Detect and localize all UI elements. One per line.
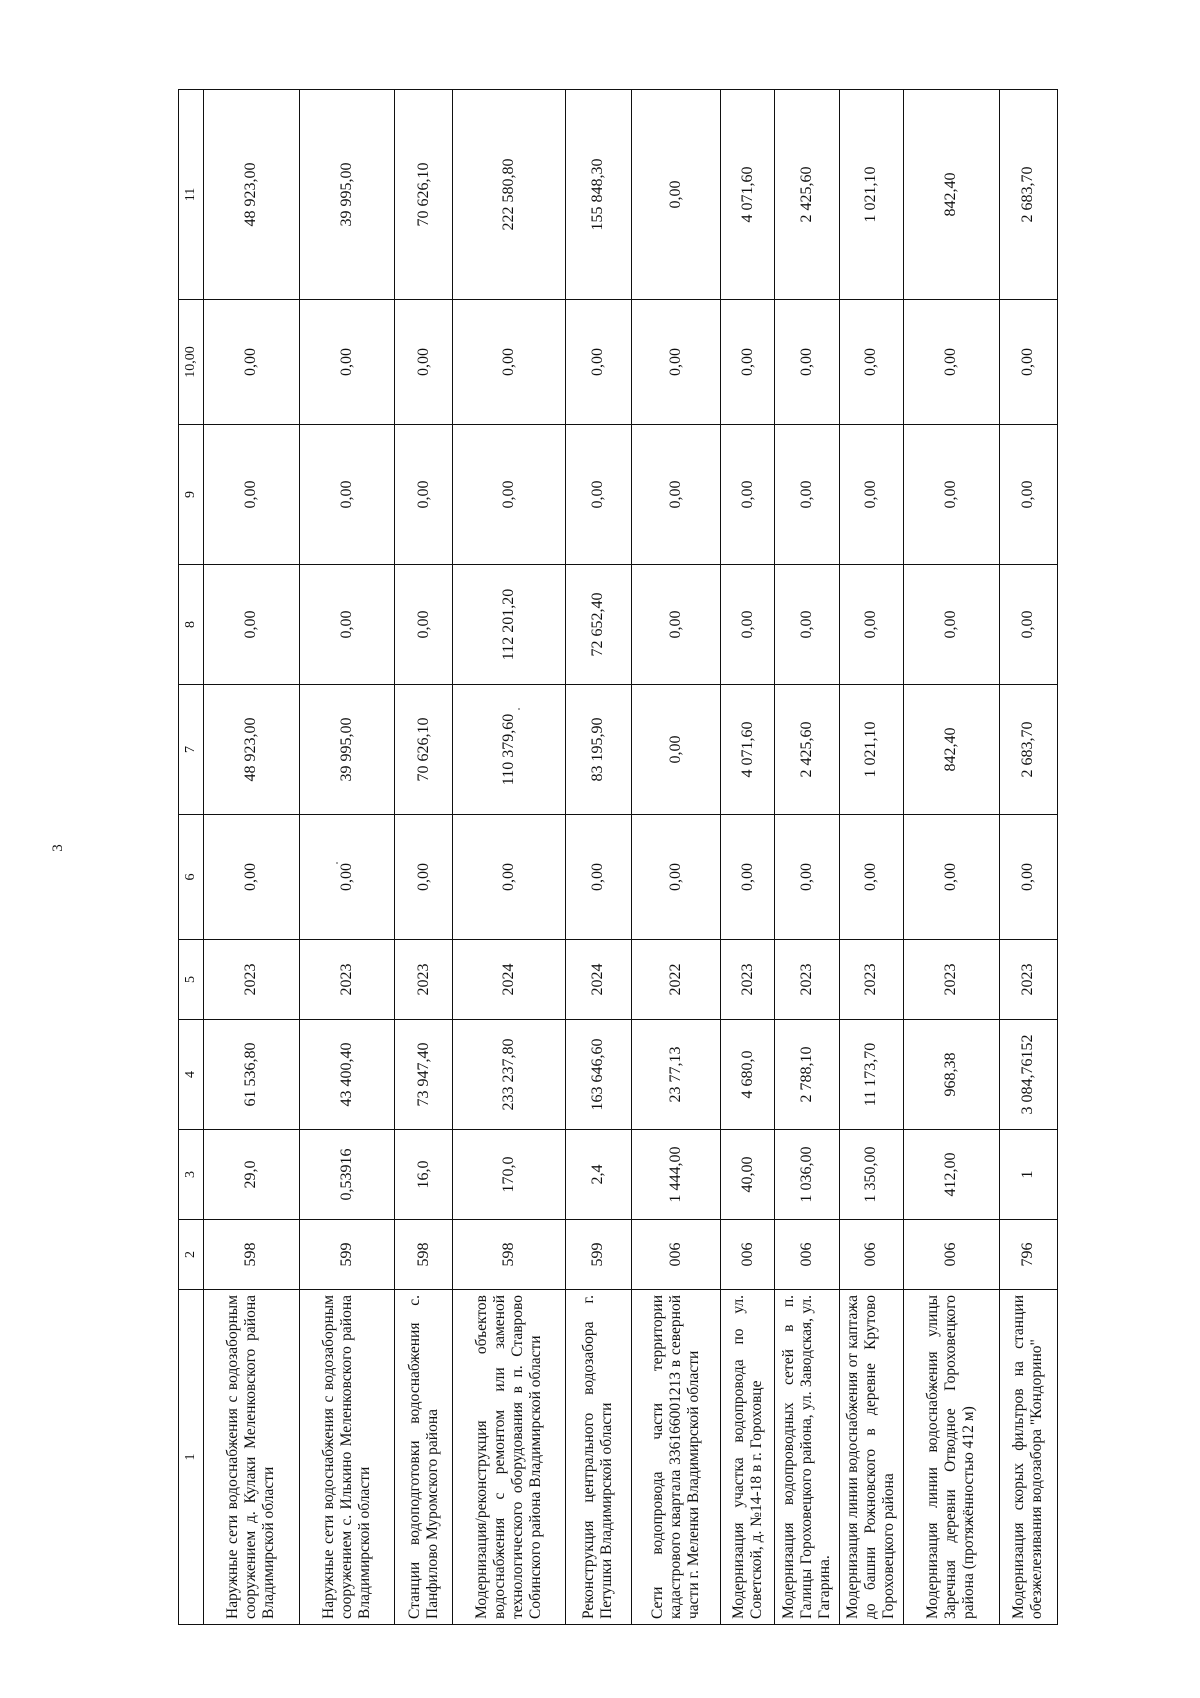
value-cell: 0,00: [632, 815, 721, 940]
value-cell: 0,00: [839, 425, 903, 565]
value-cell: 1 036,00: [775, 1130, 839, 1220]
value-cell: 70 626,10: [395, 685, 453, 815]
table-row: [775, 90, 839, 1625]
object-name-cell: Реконструкция центрального водозабора г. Петушки Владимирской области: [565, 1290, 631, 1625]
value-cell: 0,00: [632, 425, 721, 565]
value-cell: 2023: [839, 940, 903, 1020]
value-cell: 2 425,60: [775, 685, 839, 815]
value-cell: 0,00: [775, 815, 839, 940]
value-cell: 4 071,60: [721, 685, 775, 815]
value-cell: 0,00: [721, 300, 775, 425]
object-name-cell: Модернизация линии водоснабжения улицы Заречная деревни Отводное Гороховецкого района (протяжённостью 412 м): [904, 1290, 1000, 1625]
value-cell: 0,00: [999, 300, 1057, 425]
value-cell: 0,00: [299, 565, 395, 685]
header-cell: 2: [179, 1220, 204, 1290]
value-cell: 2023: [721, 940, 775, 1020]
value-cell: 0,53916: [299, 1130, 395, 1220]
value-cell: 0,00: [565, 300, 631, 425]
object-name-cell: Модернизация линии водоснабжения от каптажа до башни Рожновского в деревне Крутово Гороховецкого района: [839, 1290, 903, 1625]
value-cell: 0,00: [999, 565, 1057, 685]
value-cell: 0,00: [632, 90, 721, 300]
value-cell: 796: [999, 1220, 1057, 1290]
value-cell: 29,0: [204, 1130, 300, 1220]
value-cell: 2023: [395, 940, 453, 1020]
value-cell: 0,00: [204, 565, 300, 685]
value-cell: 0,00: [775, 565, 839, 685]
table-row: [721, 90, 775, 1625]
table-row: [204, 90, 300, 1625]
table-row: [904, 90, 1000, 1625]
value-cell: 2,4: [565, 1130, 631, 1220]
header-cell: 11: [179, 90, 204, 300]
value-cell: 0,00: [395, 425, 453, 565]
value-cell: 0,00: [204, 815, 300, 940]
scan-speck: [518, 708, 520, 710]
value-cell: 599: [299, 1220, 395, 1290]
value-cell: 006: [839, 1220, 903, 1290]
value-cell: 2023: [904, 940, 1000, 1020]
value-cell: 0,00: [299, 425, 395, 565]
value-cell: 0,00: [775, 300, 839, 425]
value-cell: 0,00: [999, 425, 1057, 565]
value-cell: 0,00: [632, 300, 721, 425]
value-cell: 842,40: [904, 90, 1000, 300]
value-cell: 163 646,60: [565, 1020, 631, 1130]
value-cell: 2024: [565, 940, 631, 1020]
header-cell: 6: [179, 815, 204, 940]
page-number: 3: [50, 844, 66, 852]
value-cell: 0,00: [565, 425, 631, 565]
value-cell: 222 580,80: [453, 90, 565, 300]
value-cell: 1 021,10: [839, 685, 903, 815]
value-cell: 2024: [453, 940, 565, 1020]
table-row: [839, 90, 903, 1625]
value-cell: 0,00: [299, 300, 395, 425]
value-cell: 0,00: [453, 425, 565, 565]
value-cell: 2022: [632, 940, 721, 1020]
value-cell: 0,00: [775, 425, 839, 565]
table-row: [632, 90, 721, 1625]
object-name-cell: Модернизация/реконструкция объектов водоснабжения с ремонтом или заменой технологического оборудования в п. Ставрово Собинского района Владимирской области: [453, 1290, 565, 1625]
value-cell: 70 626,10: [395, 90, 453, 300]
header-cell: 1: [179, 1290, 204, 1625]
value-cell: 412,00: [904, 1130, 1000, 1220]
object-name-cell: Модернизация участка водопровода по ул. Советской, д. №14-18 в г. Гороховце: [721, 1290, 775, 1625]
value-cell: 112 201,20: [453, 565, 565, 685]
value-cell: 599: [565, 1220, 631, 1290]
value-cell: 110 379,60: [453, 685, 565, 815]
value-cell: 0,00: [453, 300, 565, 425]
value-cell: 61 536,80: [204, 1020, 300, 1130]
value-cell: 0,00: [999, 815, 1057, 940]
value-cell: 0,00: [299, 815, 395, 940]
value-cell: 73 947,40: [395, 1020, 453, 1130]
value-cell: 16,0: [395, 1130, 453, 1220]
value-cell: 2023: [299, 940, 395, 1020]
header-cell: 4: [179, 1020, 204, 1130]
value-cell: 0,00: [204, 425, 300, 565]
header-cell: 3: [179, 1130, 204, 1220]
value-cell: 0,00: [839, 815, 903, 940]
value-cell: 598: [204, 1220, 300, 1290]
value-cell: 48 923,00: [204, 685, 300, 815]
value-cell: 968,38: [904, 1020, 1000, 1130]
value-cell: 1 444,00: [632, 1130, 721, 1220]
value-cell: 2 425,60: [775, 90, 839, 300]
scan-speck: [336, 862, 338, 864]
value-cell: 0,00: [904, 565, 1000, 685]
value-cell: 0,00: [721, 565, 775, 685]
value-cell: 006: [721, 1220, 775, 1290]
value-cell: 598: [453, 1220, 565, 1290]
table-row: [299, 90, 395, 1625]
value-cell: 72 652,40: [565, 565, 631, 685]
value-cell: 155 848,30: [565, 90, 631, 300]
header-cell: 8: [179, 565, 204, 685]
value-cell: 39 995,00: [299, 685, 395, 815]
value-cell: 0,00: [721, 815, 775, 940]
value-cell: 3 084,76152: [999, 1020, 1057, 1130]
value-cell: 2 683,70: [999, 90, 1057, 300]
value-cell: 0,00: [453, 815, 565, 940]
value-cell: 006: [904, 1220, 1000, 1290]
object-name-cell: Модернизация водопроводных сетей в п. Галицы Гороховецкого района, ул. Заводская, ул. Гагарина.: [775, 1290, 839, 1625]
value-cell: 1: [999, 1130, 1057, 1220]
table-row: [453, 90, 565, 1625]
value-cell: 4 680,0: [721, 1020, 775, 1130]
value-cell: 2 788,10: [775, 1020, 839, 1130]
object-name-cell: Наружные сети водоснабжения с водозаборным сооружением д. Кулаки Меленковского района Владимирской области: [204, 1290, 300, 1625]
value-cell: 006: [632, 1220, 721, 1290]
value-cell: 48 923,00: [204, 90, 300, 300]
value-cell: 40,00: [721, 1130, 775, 1220]
value-cell: 39 995,00: [299, 90, 395, 300]
value-cell: 23 77,13: [632, 1020, 721, 1130]
value-cell: 0,00: [839, 300, 903, 425]
value-cell: 0,00: [395, 565, 453, 685]
header-row: [179, 90, 204, 1625]
value-cell: 0,00: [839, 565, 903, 685]
value-cell: 598: [395, 1220, 453, 1290]
value-cell: 1 021,10: [839, 90, 903, 300]
value-cell: 0,00: [904, 815, 1000, 940]
table-row: [395, 90, 453, 1625]
value-cell: 4 071,60: [721, 90, 775, 300]
value-cell: 006: [775, 1220, 839, 1290]
value-cell: 83 195,90: [565, 685, 631, 815]
value-cell: 0,00: [721, 425, 775, 565]
value-cell: 2023: [775, 940, 839, 1020]
value-cell: 11 173,70: [839, 1020, 903, 1130]
value-cell: 0,00: [632, 685, 721, 815]
value-cell: 1 350,00: [839, 1130, 903, 1220]
value-cell: 0,00: [565, 815, 631, 940]
value-cell: 0,00: [395, 300, 453, 425]
rotated-table-container: [178, 90, 1058, 1625]
value-cell: 0,00: [204, 300, 300, 425]
value-cell: 0,00: [632, 565, 721, 685]
value-cell: 0,00: [904, 300, 1000, 425]
value-cell: 43 400,40: [299, 1020, 395, 1130]
value-cell: 170,0: [453, 1130, 565, 1220]
object-name-cell: Модернизация скорых фильтров на станции обезжелезивания водозабора "Кондорино": [999, 1290, 1057, 1625]
value-cell: 233 237,80: [453, 1020, 565, 1130]
value-cell: 2023: [204, 940, 300, 1020]
value-cell: 0,00: [904, 425, 1000, 565]
value-cell: 0,00: [395, 815, 453, 940]
object-name-cell: Сети водопровода части территории кадастрового квартала 33616600121З в северной части г. Меленки Владимирской области: [632, 1290, 721, 1625]
header-cell: 5: [179, 940, 204, 1020]
table-row: [565, 90, 631, 1625]
value-cell: 2023: [999, 940, 1057, 1020]
object-name-cell: Станции водоподготовки водоснабжения с. Панфилово Муромского района: [395, 1290, 453, 1625]
investment-table: [178, 89, 1058, 1625]
header-cell: 9: [179, 425, 204, 565]
table-row: [999, 90, 1057, 1625]
header-cell: 7: [179, 685, 204, 815]
value-cell: 842,40: [904, 685, 1000, 815]
value-cell: 2 683,70: [999, 685, 1057, 815]
object-name-cell: Наружные сети водоснабжения с водозаборным сооружением с. Илькино Меленковского района Владимирской области: [299, 1290, 395, 1625]
table-body: [204, 90, 1058, 1625]
header-cell: 10,00: [179, 300, 204, 425]
